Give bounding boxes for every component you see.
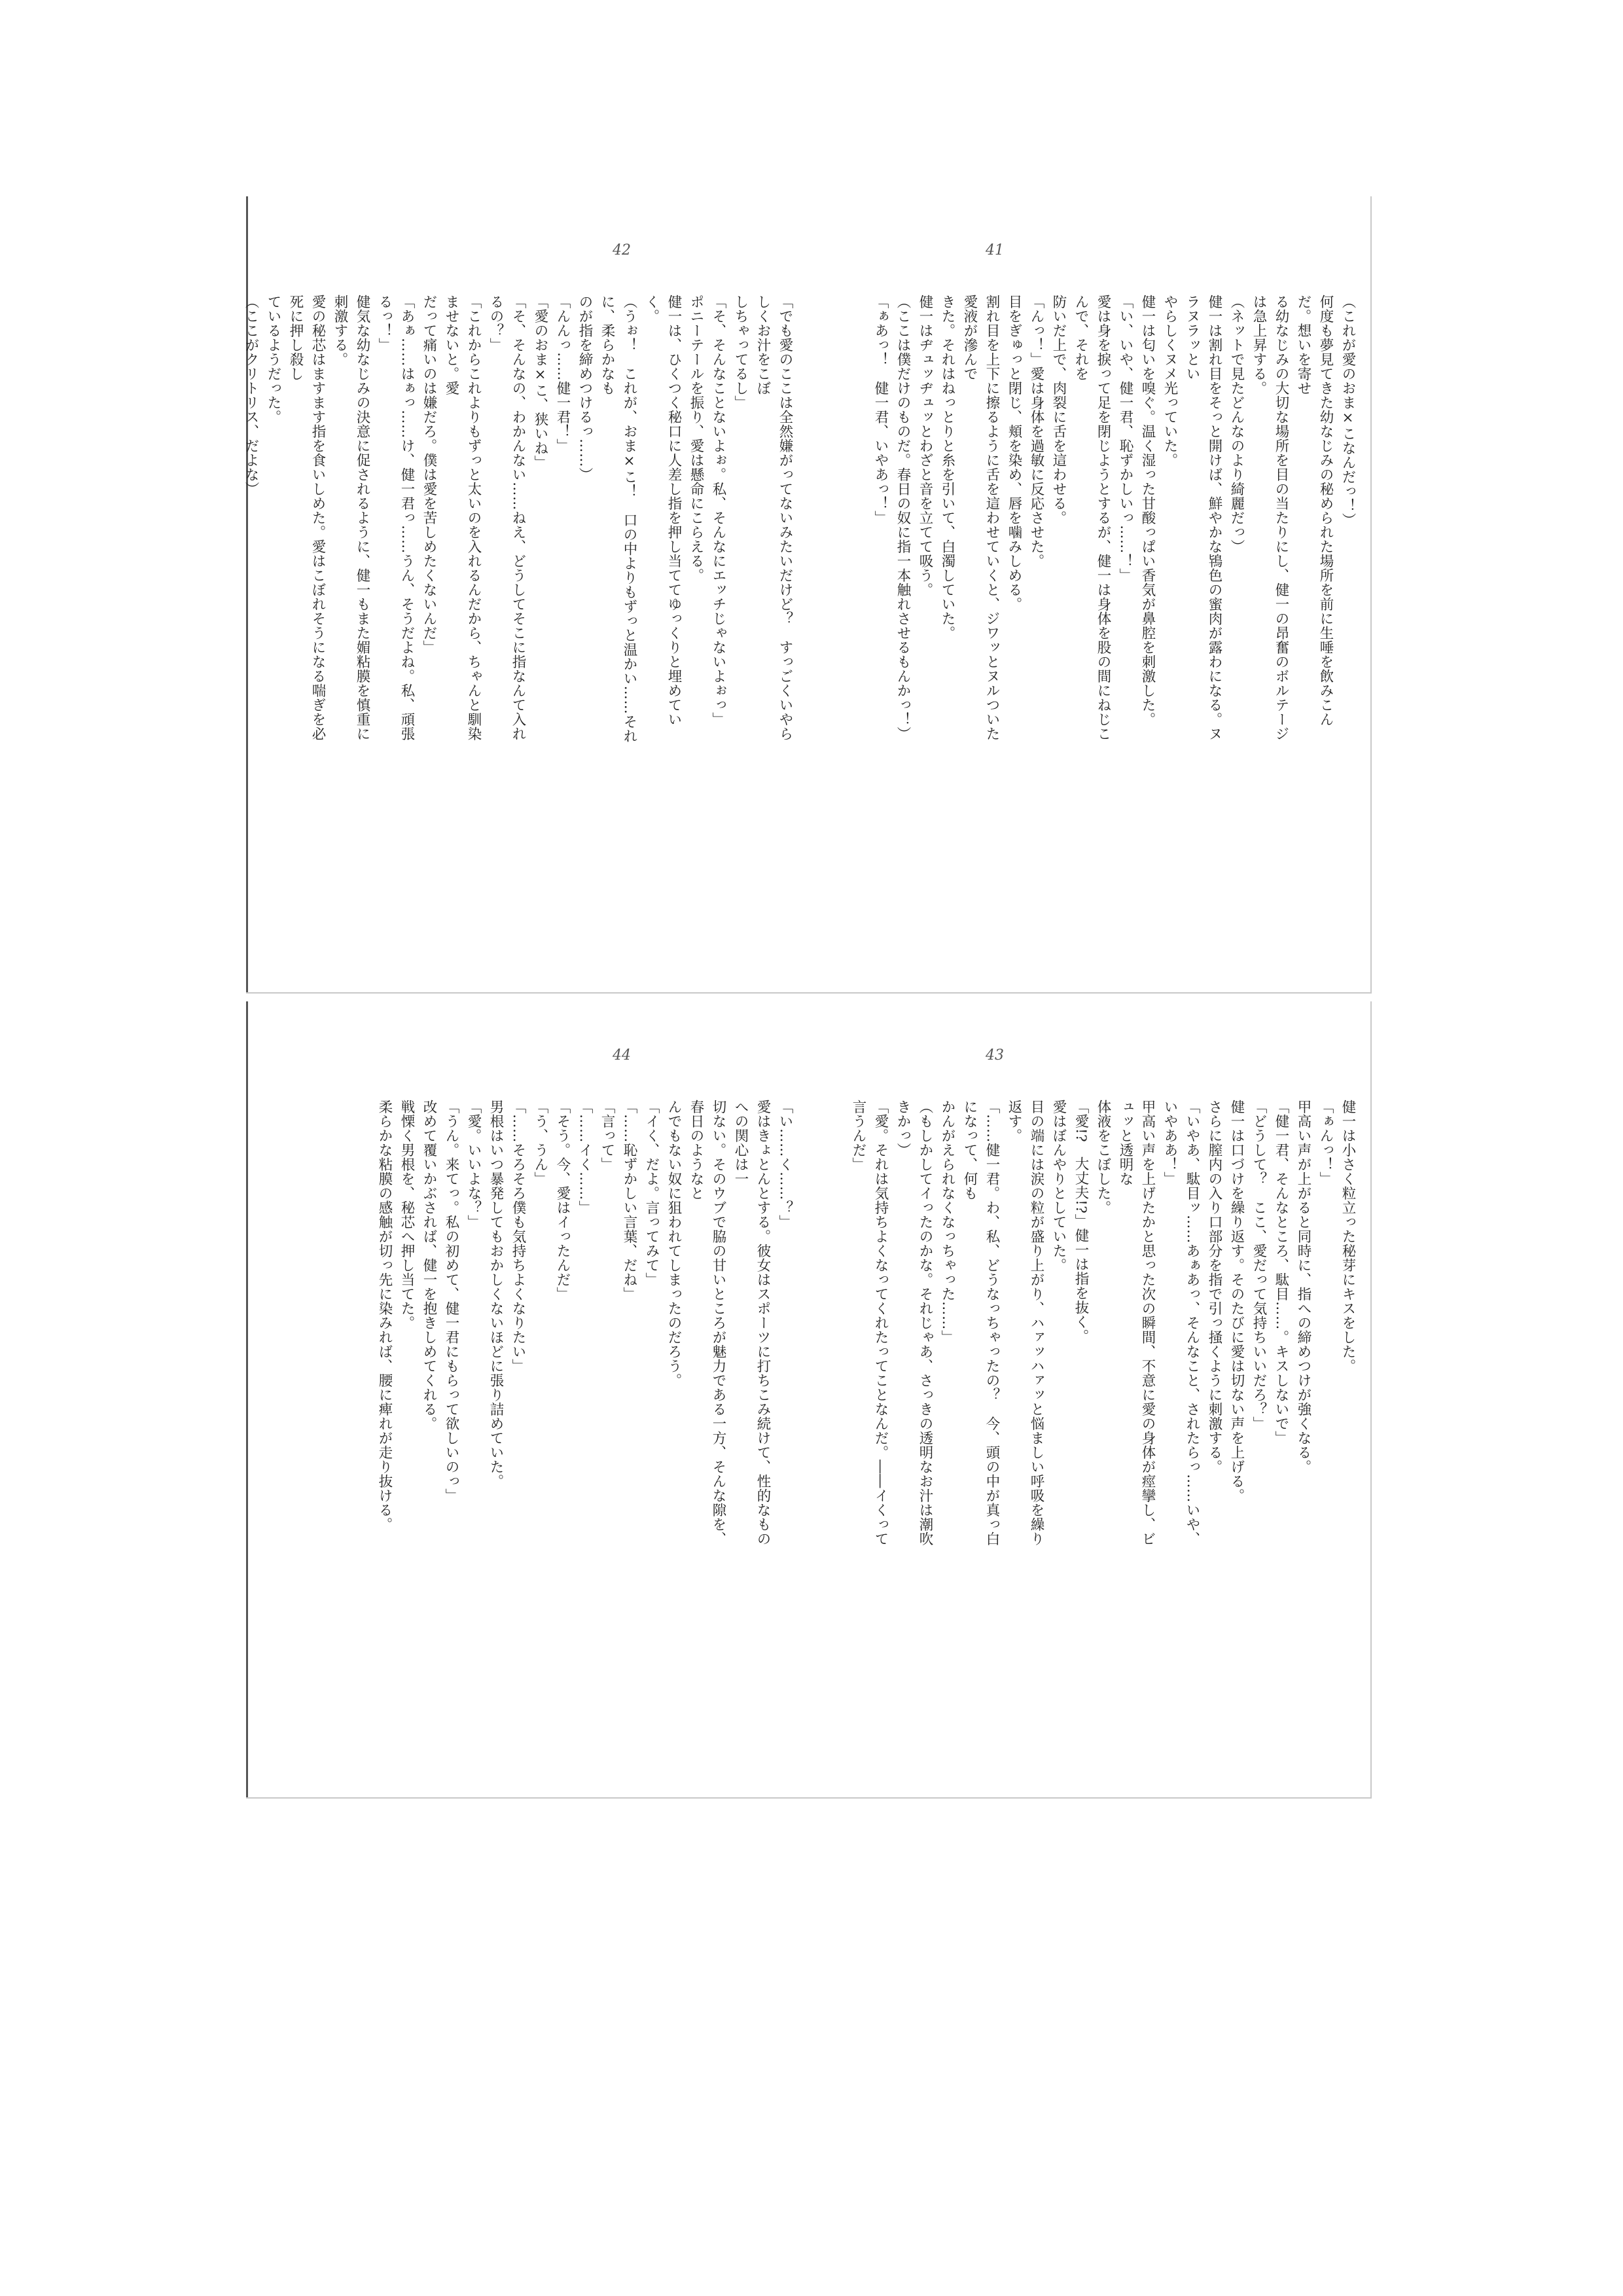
text-line: 「う、うん」 bbox=[532, 1100, 548, 1186]
text-line: 体液をこぼした。 bbox=[1095, 1100, 1111, 1215]
text-line: （これが愛のおま×こなんだっ！） bbox=[1340, 295, 1356, 528]
text-line: 健一はヂュッヂュッとわざと音を立てて吸う。 bbox=[917, 295, 933, 597]
text-line: きた。それはねっとりと糸を引いて、白濁していた。 bbox=[939, 295, 955, 640]
page-number: 42 bbox=[613, 242, 631, 259]
text-line: さらに膣内の入り口部分を指で引っ掻くように刺激する。 bbox=[1206, 1100, 1222, 1474]
text-line: 「そ、そんなの、わかんない……ねえ、どうしてそこに指なんて入れるの？」 bbox=[488, 295, 526, 741]
text-line: 「愛のおま×こ、狭いね」 bbox=[532, 295, 548, 470]
page-44 bbox=[246, 1001, 809, 1799]
page-41 bbox=[809, 196, 1372, 994]
text-line: 「愛。それは気持ちよくなってくれたってことなんだ。――イくって言うんだ」 bbox=[850, 1100, 889, 1546]
text-line: 「イく、だよ。言ってみて」 bbox=[643, 1100, 660, 1287]
vertical-text-block bbox=[815, 295, 1359, 753]
page-43 bbox=[809, 1001, 1372, 1799]
page-42 bbox=[243, 196, 809, 994]
text-line: 改めて覆いかぶされば、健一を抱きしめてくれる。 bbox=[421, 1100, 437, 1431]
text-line: やらしくヌメ光っていた。 bbox=[1162, 295, 1178, 467]
text-line: 「い……く……？」 bbox=[777, 1100, 793, 1229]
text-line: （ネットで見たどんなのより綺麗だっ） bbox=[1228, 295, 1245, 554]
vertical-text-block bbox=[815, 1100, 1359, 1558]
text-line: 防いだ上で、肉裂に舌を這わせる。 bbox=[1050, 295, 1067, 525]
text-line: 愛の秘芯はますます指を食いしめた。愛はこぼれそうになる喘ぎを必死に押し殺し bbox=[287, 295, 326, 741]
book-spread-bottom bbox=[246, 1001, 1372, 1799]
text-line: 健一は匂いを嗅ぐ。温く湿った甘酸っぱい香気が鼻腔を刺激した。 bbox=[1139, 295, 1156, 726]
text-line: 「……そろそろ僕も気持ちよくなりたい」 bbox=[510, 1100, 526, 1373]
text-line: 甲高い声を上げたかと思った次の瞬間、不意に愛の身体が痙攣し、ビュッと透明な bbox=[1117, 1100, 1156, 1546]
text-line: 柔らかな粘膜の感触が切っ先に染みれば、腰に痺れが走り抜ける。 bbox=[376, 1100, 393, 1532]
text-line: 健気な幼なじみの決意に促されるように、健一もまた媚粘膜を慎重に刺激する。 bbox=[332, 295, 370, 741]
text-line: んでもない奴に狙われてしまったのだろう。 bbox=[666, 1100, 682, 1388]
page-number: 43 bbox=[986, 1047, 1004, 1064]
page-number: 41 bbox=[986, 242, 1004, 259]
text-line: 愛は身を捩って足を閉じようとするが、健一は身体を股の間にねじこんで、それを bbox=[1073, 295, 1111, 741]
text-line: ポニーテールを振り、愛は懸命にこらえる。 bbox=[688, 295, 704, 583]
text-line: 「いやあ、駄目ッ……あぁあっ、そんなこと、されたらっ……いや、いやああ！」 bbox=[1162, 1100, 1200, 1546]
text-line: 目の端には涙の粒が盛り上がり、ハァッハァッと悩ましい呼吸を繰り返す。 bbox=[1006, 1100, 1044, 1546]
text-line: 「これからこれよりもずっと太いのを入れるんだから、ちゃんと馴染ませないと。愛 bbox=[443, 295, 482, 741]
vertical-text-block bbox=[243, 295, 796, 753]
text-line: （ここは僕だけのものだ。春日の奴に指一本触れさせるもんかっ！） bbox=[895, 295, 911, 741]
text-line: しちゃってるし」 bbox=[732, 295, 749, 410]
text-line: 何度も夢見てきた幼なじみの秘められた場所を前に生唾を飲みこんだ。想いを寄せ bbox=[1295, 295, 1334, 726]
text-line: 健一は口づけを繰り返す。そのたびに愛は切ない声を上げる。 bbox=[1228, 1100, 1245, 1503]
text-line: る幼なじみの大切な場所を目の当たりにし、健一の昂奮のボルテージは急上昇する。 bbox=[1251, 295, 1289, 741]
text-line: 目をぎゅっと閉じ、頬を染め、唇を噛みしめる。 bbox=[1006, 295, 1022, 611]
text-line: 健一は割れ目をそっと開けば、鮮やかな鴇色の蜜肉が露わになる。ヌラヌラッとい bbox=[1184, 295, 1222, 741]
text-line: 「……イく……」 bbox=[577, 1100, 593, 1215]
text-line: 健一は小さく粒立った秘芽にキスをした。 bbox=[1340, 1100, 1356, 1373]
page-number: 44 bbox=[613, 1047, 631, 1064]
text-line: 「……健一君。わ、私、どうなっちゃったの？ 今、頭の中が真っ白になって、何も bbox=[961, 1100, 1000, 1546]
text-line: 「うん。来てっ。私の初めて、健一君にもらって欲しいのっ」 bbox=[443, 1100, 459, 1503]
text-line: 「言って」 bbox=[599, 1100, 615, 1172]
text-line: 愛はきょとんとする。彼女はスポーツに打ちこみ続けて、性的なものへの関心は一 bbox=[732, 1100, 771, 1546]
text-line: 「愛!? 大丈夫!?」健一は指を抜く。 bbox=[1073, 1100, 1089, 1344]
text-line: 「んっ！」愛は身体を過敏に反応させた。 bbox=[1028, 295, 1044, 568]
text-line: ているようだった。 bbox=[265, 295, 281, 424]
text-line: 「あぁ……はぁっ……け、健一君っ……うん、そうだよね。私、頑張るっ！」 bbox=[376, 295, 415, 741]
text-line: 「でも愛のここは全然嫌がってないみたいだけど？ すっごくいやらしくお汁をこぼ bbox=[755, 295, 793, 741]
text-line: 「ぁんっ！」 bbox=[1317, 1100, 1334, 1186]
text-line: 切ない。そのウブで脇の甘いところが魅力である一方、そんな隙を、春日のようなと bbox=[688, 1100, 726, 1546]
text-line: だって痛いのは嫌だろ。僕は愛を苦しめたくないんだ」 bbox=[421, 295, 437, 655]
text-line: 戦慄く男根を、秘芯へ押し当てた。 bbox=[399, 1100, 415, 1330]
text-line: 男根はいつ暴発してもおかしくないほどに張り詰めていた。 bbox=[488, 1100, 504, 1488]
text-line: 割れ目を上下に擦るように舌を這わせていくと、ジワッとヌルついた愛液が滲んで bbox=[961, 295, 1000, 741]
book-spread-top bbox=[243, 196, 1372, 994]
text-line: 「い、いや、健一君、恥ずかしいっ……！」 bbox=[1117, 295, 1133, 583]
text-line: 「そう。今、愛はイったんだ」 bbox=[554, 1100, 571, 1301]
text-line: 「んんっ……健一君！」 bbox=[554, 295, 571, 453]
vertical-text-block bbox=[318, 1100, 796, 1558]
text-line: 「そ、そんなことないよぉ。私、そんなにエッチじゃないよぉっ」 bbox=[710, 295, 726, 726]
text-line: 健一は、ひくつく秘口に人差し指を押し当ててゆっくりと埋めていく。 bbox=[643, 295, 682, 726]
text-line: のが指を締めつけるっ……） bbox=[577, 295, 593, 482]
text-line: （ここがクリトリス、だよな） bbox=[243, 295, 259, 496]
text-line: 愛はぼんやりとしていた。 bbox=[1050, 1100, 1067, 1272]
text-line: 「どうして？ ここ、愛だって気持ちいいだろ？」 bbox=[1251, 1100, 1267, 1431]
text-line: かんがえられなくなっちゃった……」 bbox=[939, 1100, 955, 1344]
text-line: 甲高い声が上がると同時に、指への締めつけが強くなる。 bbox=[1295, 1100, 1311, 1474]
text-line: 「ぁあっ！ 健一君、いやあっ！」 bbox=[872, 295, 889, 525]
text-line: （うぉ！ これが、おま×こ！ 口の中よりもずっと温かい……それに、柔らかなも bbox=[599, 295, 637, 744]
text-line: 「愛。いいよな？」 bbox=[465, 1100, 482, 1229]
text-line: （もしかしてイったのかな。それじゃあ、さっきの透明なお汁は潮吹きかっ） bbox=[895, 1100, 933, 1546]
text-line: 「……恥ずかしい言葉、だね」 bbox=[621, 1100, 637, 1301]
text-line: 「健一君、そんなところ、駄目……。キスしないで」 bbox=[1273, 1100, 1289, 1445]
